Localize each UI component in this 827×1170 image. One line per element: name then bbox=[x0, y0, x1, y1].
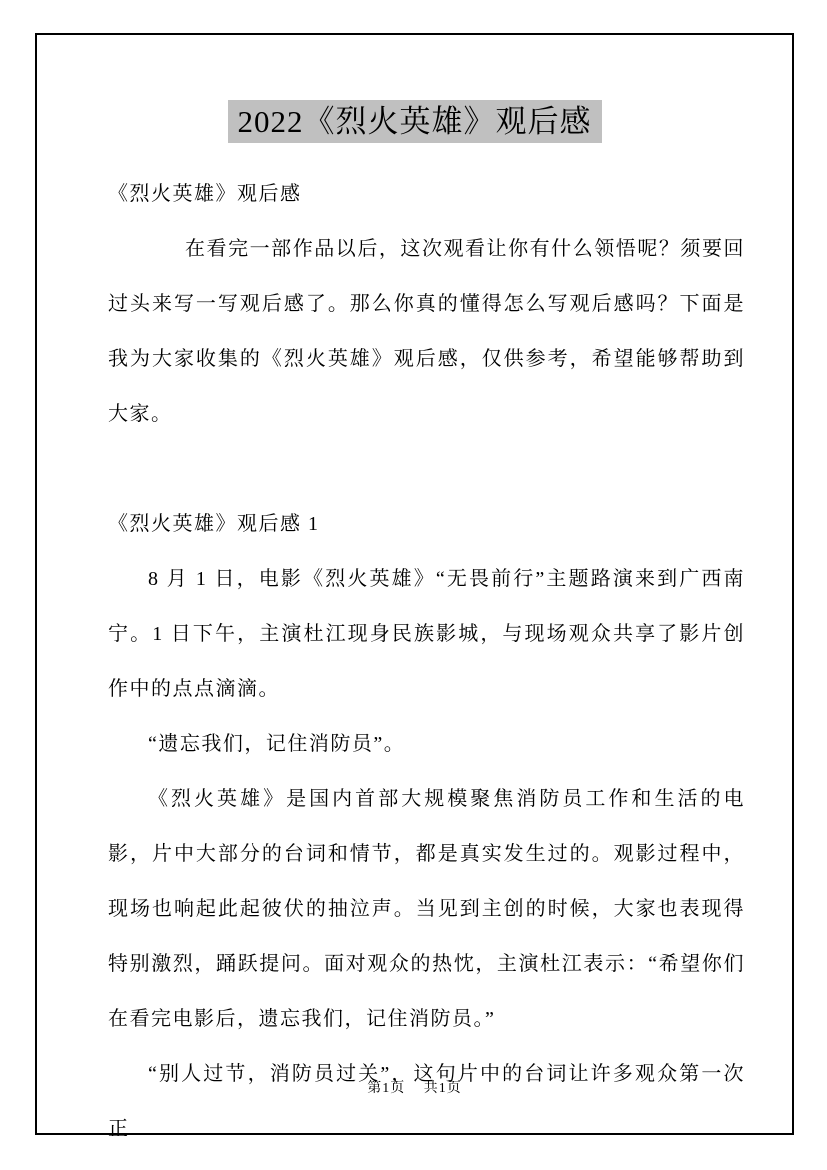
page-footer bbox=[37, 1077, 792, 1097]
body-paragraph: 《烈火英雄》观后感 bbox=[108, 183, 302, 205]
current-page-number: 第1页 bbox=[367, 1081, 406, 1096]
body-paragraph: “遗忘我们，记住消防员”。 bbox=[148, 733, 406, 755]
document-page bbox=[35, 33, 794, 1140]
page-title: 2022《烈火英雄》观后感 bbox=[228, 100, 602, 143]
body-paragraph: 《烈火英雄》是国内首部大规模聚焦消防员工作和生活的电影，片中大部分的台词和情节，都是真实发生过的。观影过程中，现场也响起此起彼伏的抽泣声。当见到主创的时候，大家也表现得特别激烈，踊跃提问。面对观众的热忱，主演杜江表示：“希望你们在看完电影后，遗忘我们，记住消防员。” bbox=[108, 788, 745, 1030]
total-page-count: 共1页 bbox=[423, 1081, 462, 1096]
title-row bbox=[37, 100, 792, 143]
section-heading: 《烈火英雄》观后感 1 bbox=[108, 513, 320, 535]
body-paragraph: “别人过节，消防员过关”，这句片中的台词让许多观众第一次正 bbox=[108, 1063, 745, 1140]
document-body bbox=[108, 167, 745, 1157]
body-paragraph: 在看完一部作品以后，这次观看让你有什么领悟呢？须要回过头来写一写观后感了。那么你真的懂得怎么写观后感吗？下面是我为大家收集的《烈火英雄》观后感，仅供参考，希望能够帮助到大家。 bbox=[108, 238, 745, 425]
body-paragraph: 8 月 1 日，电影《烈火英雄》“无畏前行”主题路演来到广西南宁。1 日下午，主演杜江现身民族影城，与现场观众共享了影片创作中的点点滴滴。 bbox=[108, 568, 745, 700]
